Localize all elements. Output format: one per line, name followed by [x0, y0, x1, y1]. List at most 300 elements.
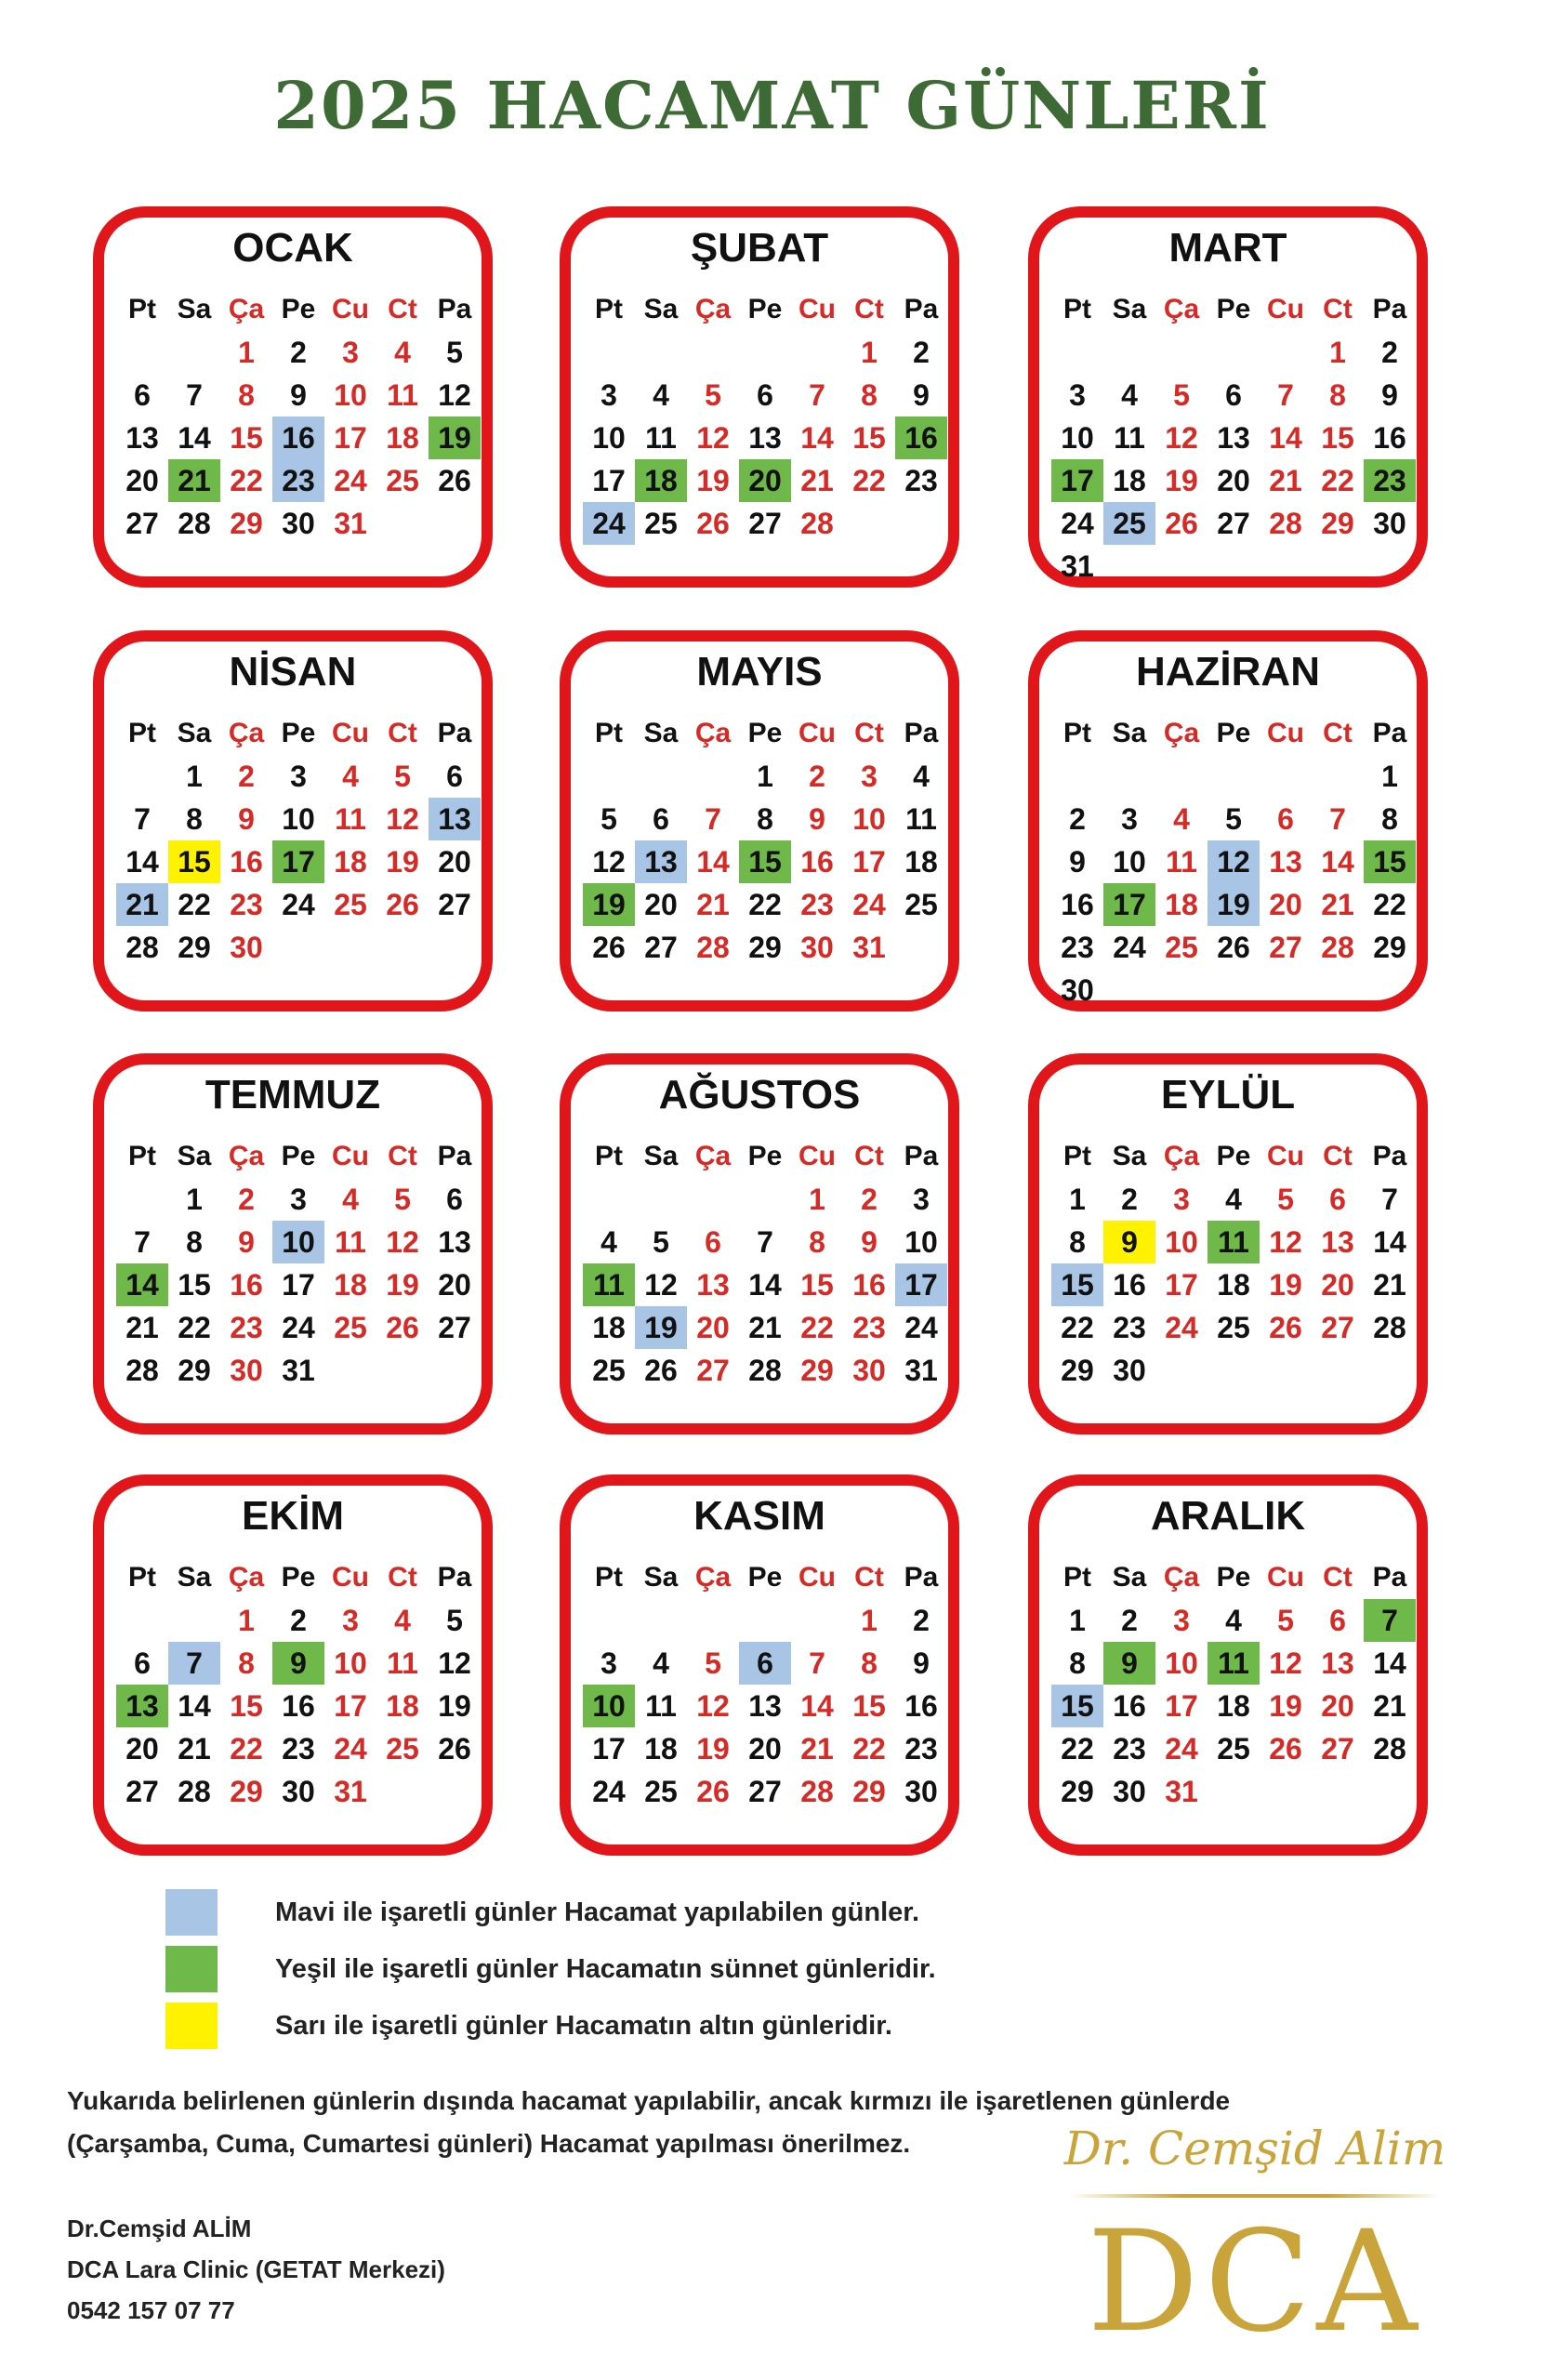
- day-cell: 15: [1051, 1685, 1103, 1727]
- day-cell: 22: [800, 1311, 834, 1344]
- day-cell: 9: [272, 1642, 324, 1685]
- day-cell: 14: [1321, 845, 1354, 879]
- day-cell: 20: [1321, 1268, 1354, 1302]
- day-cell: 17: [1103, 883, 1155, 926]
- weekday-header: Sa: [643, 718, 679, 748]
- day-cell: 15: [168, 840, 220, 883]
- day-cell: 5: [705, 1646, 721, 1680]
- weekday-header: Ça: [228, 1141, 265, 1171]
- day-cell: 21: [1373, 1689, 1406, 1723]
- day-cell: 17: [334, 1689, 367, 1723]
- day-cell: 26: [696, 1775, 730, 1808]
- contact-name: Dr.Cemşid ALİM: [67, 2215, 252, 2242]
- day-cell: 7: [1277, 378, 1294, 412]
- weekday-header: Pe: [747, 294, 783, 324]
- day-cell: 21: [748, 1311, 782, 1344]
- day-cell: 19: [696, 1732, 730, 1765]
- weekday-header: Ça: [694, 1141, 732, 1171]
- day-cell: 24: [1165, 1732, 1198, 1765]
- day-cell: 18: [1165, 888, 1198, 921]
- weekday-header: Sa: [177, 294, 212, 324]
- day-cell: 19: [696, 464, 730, 497]
- day-cell: 31: [852, 931, 886, 964]
- day-cell: 27: [748, 507, 782, 540]
- day-cell: 20: [438, 845, 471, 879]
- day-cell: 4: [394, 1604, 411, 1637]
- day-cell: 23: [1061, 931, 1094, 964]
- day-cell: 10: [852, 802, 886, 836]
- day-cell: 22: [1061, 1311, 1094, 1344]
- day-cell: 16: [800, 845, 834, 879]
- page-title: 2025 HACAMAT GÜNLERİ: [273, 67, 1271, 144]
- day-cell: 19: [635, 1306, 687, 1349]
- day-cell: 13: [438, 1225, 471, 1259]
- day-cell: 2: [238, 1183, 255, 1216]
- weekday-header: Cu: [798, 1141, 836, 1171]
- weekday-header: Pa: [437, 1141, 472, 1171]
- weekday-header: Pa: [437, 294, 472, 324]
- day-cell: 7: [809, 378, 825, 412]
- weekday-header: Ct: [1323, 1562, 1353, 1593]
- day-cell: 18: [904, 845, 938, 879]
- day-cell: 10: [904, 1225, 938, 1259]
- weekday-header: Sa: [177, 1562, 212, 1593]
- day-cell: 20: [1269, 888, 1302, 921]
- day-cell: 29: [748, 931, 782, 964]
- day-cell: 6: [1277, 802, 1294, 836]
- day-cell: 23: [852, 1311, 886, 1344]
- day-cell: 16: [1061, 888, 1094, 921]
- day-cell: 29: [230, 1775, 263, 1808]
- day-cell: 6: [446, 1183, 463, 1216]
- day-cell: 1: [1329, 336, 1346, 369]
- day-cell: 30: [282, 507, 315, 540]
- day-cell: 7: [134, 802, 151, 836]
- day-cell: 19: [438, 1689, 471, 1723]
- weekday-header: Pa: [1372, 294, 1407, 324]
- day-cell: 17: [272, 840, 324, 883]
- day-cell: 30: [800, 931, 834, 964]
- day-cell: 27: [1321, 1311, 1354, 1344]
- weekday-header: Ct: [854, 294, 884, 324]
- day-cell: 25: [904, 888, 938, 921]
- month-card: [1028, 1474, 1428, 1856]
- month-card: [1028, 1053, 1428, 1435]
- day-cell: 24: [1165, 1311, 1198, 1344]
- day-cell: 28: [748, 1354, 782, 1387]
- day-cell: 2: [1121, 1604, 1138, 1637]
- day-cell: 13: [1269, 845, 1302, 879]
- day-cell: 1: [1069, 1183, 1086, 1216]
- day-cell: 26: [696, 507, 730, 540]
- day-cell: 13: [429, 798, 481, 840]
- day-cell: 7: [168, 1642, 220, 1685]
- month-name: ARALIK: [1150, 1493, 1306, 1539]
- day-cell: 25: [1103, 502, 1155, 545]
- weekday-header: Pe: [1216, 718, 1251, 748]
- day-cell: 21: [125, 1311, 159, 1344]
- day-cell: 26: [1269, 1311, 1302, 1344]
- day-cell: 13: [635, 840, 687, 883]
- weekday-header: Ça: [1163, 294, 1200, 324]
- day-cell: 9: [861, 1225, 878, 1259]
- month-name: EKİM: [242, 1493, 344, 1539]
- day-cell: 19: [583, 883, 635, 926]
- day-cell: 16: [1373, 421, 1406, 455]
- weekday-header: Pa: [904, 718, 939, 748]
- day-cell: 12: [644, 1268, 678, 1302]
- day-cell: 27: [438, 1311, 471, 1344]
- day-cell: 9: [913, 1646, 930, 1680]
- weekday-header: Sa: [643, 1141, 679, 1171]
- day-cell: 24: [904, 1311, 938, 1344]
- day-cell: 19: [386, 1268, 419, 1302]
- day-cell: 31: [904, 1354, 938, 1387]
- day-cell: 21: [1321, 888, 1354, 921]
- day-cell: 22: [748, 888, 782, 921]
- weekday-header: Pe: [747, 1562, 783, 1593]
- day-cell: 22: [230, 1732, 263, 1765]
- day-cell: 24: [1113, 931, 1146, 964]
- day-cell: 9: [809, 802, 825, 836]
- day-cell: 29: [1061, 1775, 1094, 1808]
- day-cell: 15: [739, 840, 791, 883]
- blue-swatch: [165, 1889, 218, 1936]
- day-cell: 25: [386, 464, 419, 497]
- day-cell: 9: [1069, 845, 1086, 879]
- day-cell: 1: [238, 1604, 255, 1637]
- day-cell: 11: [1166, 845, 1197, 879]
- day-cell: 2: [1069, 802, 1086, 836]
- day-cell: 7: [1381, 1183, 1398, 1216]
- day-cell: 8: [757, 802, 773, 836]
- weekday-header: Ct: [388, 294, 417, 324]
- day-cell: 16: [1113, 1268, 1146, 1302]
- month-card: [560, 1053, 959, 1435]
- day-cell: 4: [1225, 1604, 1242, 1637]
- month-card: [1028, 630, 1428, 1012]
- day-cell: 8: [238, 1646, 255, 1680]
- day-cell: 13: [696, 1268, 730, 1302]
- weekday-header: Cu: [798, 1562, 836, 1593]
- weekday-header: Ct: [854, 718, 884, 748]
- day-cell: 9: [238, 802, 255, 836]
- day-cell: 3: [1173, 1183, 1190, 1216]
- day-cell: 4: [653, 1646, 669, 1680]
- day-cell: 24: [592, 1775, 626, 1808]
- weekday-header: Pe: [281, 294, 316, 324]
- day-cell: 16: [272, 416, 324, 459]
- day-cell: 10: [1165, 1225, 1198, 1259]
- day-cell: 1: [186, 760, 203, 793]
- day-cell: 4: [913, 760, 930, 793]
- month-name: MART: [1168, 225, 1287, 271]
- month-card: [560, 630, 959, 1012]
- day-cell: 4: [653, 378, 669, 412]
- day-cell: 9: [290, 378, 307, 412]
- day-cell: 3: [1121, 802, 1138, 836]
- brand-divider: [1069, 2194, 1441, 2198]
- weekday-header: Ct: [388, 1562, 417, 1593]
- day-cell: 3: [342, 336, 359, 369]
- brand-signature: Dr. Cemşid Alim: [1063, 2122, 1446, 2175]
- day-cell: 4: [342, 1183, 359, 1216]
- weekday-header: Pt: [1063, 294, 1091, 324]
- day-cell: 15: [1051, 1263, 1103, 1306]
- weekday-header: Cu: [798, 294, 836, 324]
- day-cell: 28: [125, 931, 159, 964]
- day-cell: 7: [705, 802, 721, 836]
- day-cell: 21: [1373, 1268, 1406, 1302]
- day-cell: 24: [282, 1311, 315, 1344]
- day-cell: 25: [1217, 1732, 1250, 1765]
- day-cell: 24: [1061, 507, 1094, 540]
- day-cell: 27: [748, 1775, 782, 1808]
- weekday-header: Pt: [128, 1562, 156, 1593]
- weekday-header: Pa: [437, 1562, 472, 1593]
- day-cell: 25: [334, 1311, 367, 1344]
- day-cell: 1: [1069, 1604, 1086, 1637]
- day-cell: 4: [394, 336, 411, 369]
- day-cell: 18: [334, 1268, 367, 1302]
- day-cell: 24: [334, 1732, 367, 1765]
- day-cell: 10: [334, 378, 367, 412]
- day-cell: 9: [1103, 1221, 1155, 1263]
- day-cell: 31: [1165, 1775, 1198, 1808]
- day-cell: 2: [809, 760, 825, 793]
- day-cell: 26: [644, 1354, 678, 1387]
- month-card: [560, 1474, 959, 1856]
- day-cell: 30: [904, 1775, 938, 1808]
- day-cell: 15: [1364, 840, 1416, 883]
- day-cell: 26: [1269, 1732, 1302, 1765]
- day-cell: 23: [904, 1732, 938, 1765]
- day-cell: 7: [1364, 1599, 1416, 1642]
- day-cell: 31: [1061, 549, 1094, 583]
- day-cell: 18: [334, 845, 367, 879]
- day-cell: 17: [592, 1732, 626, 1765]
- day-cell: 20: [1321, 1689, 1354, 1723]
- day-cell: 22: [1321, 464, 1354, 497]
- weekday-header: Sa: [177, 1141, 212, 1171]
- day-cell: 10: [1165, 1646, 1198, 1680]
- day-cell: 7: [809, 1646, 825, 1680]
- day-cell: 3: [290, 1183, 307, 1216]
- day-cell: 28: [696, 931, 730, 964]
- day-cell: 3: [1069, 378, 1086, 412]
- day-cell: 28: [125, 1354, 159, 1387]
- weekday-header: Ça: [228, 718, 265, 748]
- day-cell: 8: [809, 1225, 825, 1259]
- day-cell: 25: [592, 1354, 626, 1387]
- day-cell: 30: [1113, 1775, 1146, 1808]
- day-cell: 9: [1381, 378, 1398, 412]
- day-cell: 1: [238, 336, 255, 369]
- day-cell: 26: [438, 464, 471, 497]
- day-cell: 30: [282, 1775, 315, 1808]
- day-cell: 15: [1321, 421, 1354, 455]
- day-cell: 5: [446, 1604, 463, 1637]
- weekday-header: Pt: [128, 1141, 156, 1171]
- weekday-header: Pe: [1216, 294, 1251, 324]
- weekday-header: Pe: [1216, 1562, 1251, 1593]
- day-cell: 23: [230, 888, 263, 921]
- weekday-header: Pe: [281, 718, 316, 748]
- day-cell: 10: [282, 802, 315, 836]
- day-cell: 23: [1113, 1311, 1146, 1344]
- day-cell: 14: [1373, 1225, 1406, 1259]
- day-cell: 15: [800, 1268, 834, 1302]
- day-cell: 30: [1113, 1354, 1146, 1387]
- day-cell: 23: [904, 464, 938, 497]
- weekday-header: Pt: [595, 1562, 623, 1593]
- day-cell: 21: [696, 888, 730, 921]
- day-cell: 23: [272, 459, 324, 502]
- day-cell: 25: [1217, 1311, 1250, 1344]
- day-cell: 2: [1121, 1183, 1138, 1216]
- weekday-header: Pa: [1372, 718, 1407, 748]
- weekday-header: Sa: [1112, 1141, 1147, 1171]
- day-cell: 28: [1373, 1311, 1406, 1344]
- weekday-header: Pe: [281, 1141, 316, 1171]
- day-cell: 4: [342, 760, 359, 793]
- weekday-header: Cu: [1267, 1141, 1304, 1171]
- day-cell: 24: [583, 502, 635, 545]
- day-cell: 18: [1113, 464, 1146, 497]
- weekday-header: Cu: [1267, 294, 1304, 324]
- weekday-header: Sa: [1112, 718, 1147, 748]
- day-cell: 5: [394, 760, 411, 793]
- day-cell: 5: [1277, 1604, 1294, 1637]
- day-cell: 3: [290, 760, 307, 793]
- day-cell: 4: [1121, 378, 1138, 412]
- day-cell: 31: [334, 1775, 367, 1808]
- day-cell: 16: [895, 416, 947, 459]
- day-cell: 6: [1329, 1183, 1346, 1216]
- day-cell: 27: [125, 507, 159, 540]
- day-cell: 20: [696, 1311, 730, 1344]
- day-cell: 12: [1269, 1225, 1302, 1259]
- weekday-header: Pt: [1063, 718, 1091, 748]
- day-cell: 26: [592, 931, 626, 964]
- day-cell: 18: [386, 421, 419, 455]
- day-cell: 3: [600, 1646, 617, 1680]
- day-cell: 27: [1321, 1732, 1354, 1765]
- day-cell: 27: [696, 1354, 730, 1387]
- day-cell: 30: [1373, 507, 1406, 540]
- weekday-header: Sa: [1112, 294, 1147, 324]
- day-cell: 5: [394, 1183, 411, 1216]
- day-cell: 29: [852, 1775, 886, 1808]
- weekday-header: Pa: [904, 1141, 939, 1171]
- day-cell: 15: [230, 1689, 263, 1723]
- day-cell: 2: [1381, 336, 1398, 369]
- day-cell: 10: [1061, 421, 1094, 455]
- weekday-header: Pa: [1372, 1562, 1407, 1593]
- day-cell: 27: [1217, 507, 1250, 540]
- day-cell: 11: [1207, 1221, 1260, 1263]
- weekday-header: Ça: [1163, 1141, 1200, 1171]
- day-cell: 27: [644, 931, 678, 964]
- month-card: [93, 206, 493, 588]
- weekday-header: Ça: [1163, 1562, 1200, 1593]
- day-cell: 3: [913, 1183, 930, 1216]
- day-cell: 1: [809, 1183, 825, 1216]
- day-cell: 3: [861, 760, 878, 793]
- day-cell: 14: [748, 1268, 782, 1302]
- day-cell: 5: [653, 1225, 669, 1259]
- day-cell: 29: [1061, 1354, 1094, 1387]
- month-card: [93, 1474, 493, 1856]
- weekday-header: Ça: [694, 294, 732, 324]
- month-name: ŞUBAT: [690, 225, 829, 271]
- day-cell: 14: [800, 1689, 834, 1723]
- month-card: [1028, 206, 1428, 588]
- weekday-header: Ct: [388, 1141, 417, 1171]
- day-cell: 22: [1373, 888, 1406, 921]
- day-cell: 18: [1217, 1268, 1250, 1302]
- day-cell: 24: [852, 888, 886, 921]
- weekday-header: Ct: [1323, 718, 1353, 748]
- day-cell: 17: [1165, 1689, 1198, 1723]
- day-cell: 26: [1217, 931, 1250, 964]
- day-cell: 2: [290, 1604, 307, 1637]
- weekday-header: Pe: [281, 1562, 316, 1593]
- day-cell: 26: [386, 1311, 419, 1344]
- day-cell: 28: [1321, 931, 1354, 964]
- day-cell: 14: [1373, 1646, 1406, 1680]
- day-cell: 11: [1114, 421, 1145, 455]
- weekday-header: Pe: [1216, 1141, 1251, 1171]
- day-cell: 29: [800, 1354, 834, 1387]
- day-cell: 11: [645, 421, 677, 455]
- day-cell: 12: [696, 421, 730, 455]
- day-cell: 22: [1061, 1732, 1094, 1765]
- day-cell: 17: [334, 421, 367, 455]
- day-cell: 16: [852, 1268, 886, 1302]
- day-cell: 13: [748, 421, 782, 455]
- weekday-header: Pa: [904, 1562, 939, 1593]
- day-cell: 28: [1373, 1732, 1406, 1765]
- day-cell: 15: [852, 421, 886, 455]
- day-cell: 6: [653, 802, 669, 836]
- day-cell: 12: [1269, 1646, 1302, 1680]
- day-cell: 12: [438, 1646, 471, 1680]
- month-name: AĞUSTOS: [658, 1072, 861, 1117]
- weekday-header: Cu: [1267, 718, 1304, 748]
- day-cell: 2: [861, 1183, 878, 1216]
- weekday-header: Sa: [643, 294, 679, 324]
- day-cell: 25: [334, 888, 367, 921]
- day-cell: 26: [1165, 507, 1198, 540]
- weekday-header: Sa: [177, 718, 212, 748]
- day-cell: 18: [635, 459, 687, 502]
- note-line-1: Yukarıda belirlenen günlerin dışında hacamat yapılabilir, ancak kırmızı ile işaretlenen günlerde: [67, 2086, 1231, 2115]
- day-cell: 20: [438, 1268, 471, 1302]
- day-cell: 17: [895, 1263, 947, 1306]
- month-card: [93, 1053, 493, 1435]
- day-cell: 19: [1165, 464, 1198, 497]
- month-name: HAZİRAN: [1136, 649, 1320, 694]
- day-cell: 25: [1165, 931, 1198, 964]
- day-cell: 15: [178, 1268, 211, 1302]
- day-cell: 11: [335, 802, 366, 836]
- day-cell: 7: [134, 1225, 151, 1259]
- day-cell: 16: [230, 1268, 263, 1302]
- contact-clinic: DCA Lara Clinic (GETAT Merkezi): [67, 2255, 445, 2283]
- weekday-header: Pt: [595, 1141, 623, 1171]
- day-cell: 30: [230, 1354, 263, 1387]
